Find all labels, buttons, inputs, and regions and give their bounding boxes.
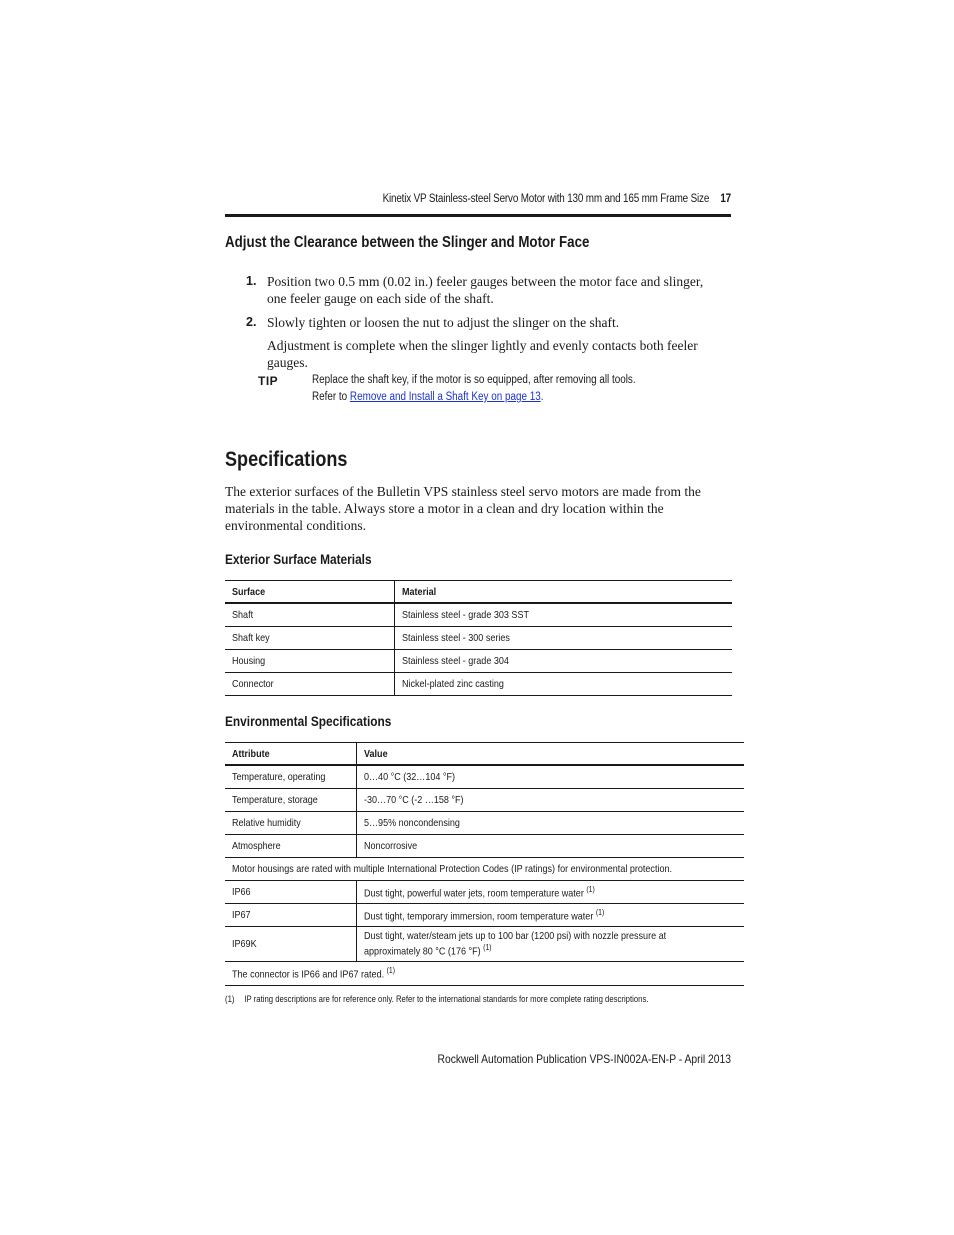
table-row bbox=[225, 673, 732, 696]
publication-footer: Rockwell Automation Publication VPS-IN002A-EN-P - April 2013 bbox=[437, 1052, 731, 1066]
table-cell: Stainless steel - 300 series bbox=[395, 627, 733, 650]
table-cell: Nickel-plated zinc casting bbox=[395, 673, 733, 696]
tip-label: TIP bbox=[258, 374, 279, 388]
specifications-intro: The exterior surfaces of the Bulletin VPS stainless steel servo motors are made from the materials in the table. Always store a motor in a clean and dry location within the environmental conditions. bbox=[225, 484, 701, 533]
step-result-note: Adjustment is complete when the slinger lightly and evenly contacts both feeler gauges. bbox=[267, 338, 698, 370]
tip-line-1: Replace the shaft key, if the motor is so equipped, after removing all tools. bbox=[312, 374, 636, 386]
running-header bbox=[296, 193, 731, 209]
column-header: Attribute bbox=[225, 743, 356, 766]
column-header: Surface bbox=[225, 581, 395, 604]
table-cell: Noncorrosive bbox=[356, 835, 744, 858]
table-row bbox=[225, 603, 732, 627]
table-row bbox=[225, 812, 744, 835]
table-cell: Shaft key bbox=[225, 627, 395, 650]
table-row bbox=[225, 627, 732, 650]
header-title: Kinetix VP Stainless-steel Servo Motor with 130 mm and 165 mm Frame Size bbox=[382, 193, 710, 205]
table-cell: -30…70 °C (-2 …158 °F) bbox=[356, 789, 744, 812]
step-2 bbox=[246, 314, 736, 331]
table-cell: Connector bbox=[225, 673, 395, 696]
connector-note-row bbox=[225, 962, 744, 986]
footnote-ref: (1) bbox=[386, 966, 396, 976]
footnote-ref: (1) bbox=[482, 943, 492, 953]
table-cell: Relative humidity bbox=[225, 812, 356, 835]
tip-prefix: Refer to bbox=[312, 391, 350, 403]
table-row bbox=[225, 927, 744, 962]
step-number: 2. bbox=[246, 315, 257, 329]
shaft-key-link[interactable]: Remove and Install a Shaft Key on page 13 bbox=[349, 391, 541, 403]
table-cell: 5…95% noncondensing bbox=[356, 812, 744, 835]
table-cell: Atmosphere bbox=[225, 835, 356, 858]
table-cell: IP69K bbox=[225, 927, 356, 962]
table-row bbox=[225, 904, 744, 927]
table-cell: Dust tight, water/steam jets up to 100 bar (1200 psi) with nozzle pressure at approximately 80 °C (176 °F) $^{(1)}$ bbox=[356, 927, 744, 962]
page-number: 17 bbox=[720, 193, 731, 205]
table-row bbox=[225, 650, 732, 673]
materials-table bbox=[225, 580, 732, 696]
footnote-mark: (1) bbox=[225, 994, 235, 1004]
clearance-heading: Adjust the Clearance between the Slinger and Motor Face bbox=[225, 234, 590, 251]
footnote-ref: (1) bbox=[595, 907, 604, 917]
step-text: Slowly tighten or loosen the nut to adjust the slinger on the shaft. bbox=[267, 315, 620, 330]
table-row bbox=[225, 881, 744, 904]
tip-line-2 bbox=[312, 389, 690, 406]
materials-heading: Exterior Surface Materials bbox=[225, 552, 372, 567]
connector-note-cell: The connector is IP66 and IP67 rated. $^{(1)}$ bbox=[225, 962, 744, 986]
column-header: Value bbox=[356, 743, 744, 766]
step-number: 1. bbox=[246, 274, 257, 288]
table-cell: Dust tight, temporary immersion, room temperature water $^{(1)}$ bbox=[356, 904, 744, 927]
table-cell: Temperature, operating bbox=[225, 765, 356, 789]
table-cell: Stainless steel - grade 304 bbox=[395, 650, 733, 673]
specifications-heading: Specifications bbox=[225, 448, 348, 471]
table-cell: Housing bbox=[225, 650, 395, 673]
tip-suffix: . bbox=[540, 391, 544, 403]
step-list bbox=[246, 273, 736, 371]
step-1 bbox=[246, 273, 736, 307]
footnote-ref: (1) bbox=[585, 884, 595, 894]
table-cell: 0…40 °C (32…104 °F) bbox=[356, 765, 744, 789]
table-row bbox=[225, 765, 744, 789]
table-row bbox=[225, 835, 744, 858]
step-text: Position two 0.5 mm (0.02 in.) feeler gauges between the motor face and slinger, one feeler gauge on each side of the shaft. bbox=[267, 274, 704, 306]
table-cell: Stainless steel - grade 303 SST bbox=[395, 603, 733, 627]
environmental-heading: Environmental Specifications bbox=[225, 714, 392, 729]
table-header-row bbox=[225, 743, 744, 766]
tip-text bbox=[312, 372, 690, 406]
environmental-table bbox=[225, 742, 744, 986]
ip-note-cell: Motor housings are rated with multiple International Protection Codes (IP ratings) for environmental protection. bbox=[225, 858, 744, 881]
header-rule bbox=[225, 214, 731, 217]
ip-note-row bbox=[225, 858, 744, 881]
table-row bbox=[225, 789, 744, 812]
footnote-text: IP rating descriptions are for reference only. Refer to the international standards for more complete rating descriptions. bbox=[244, 994, 649, 1004]
column-header: Material bbox=[395, 581, 733, 604]
footnote bbox=[225, 994, 648, 1004]
table-header-row bbox=[225, 581, 732, 604]
table-cell: Dust tight, powerful water jets, room temperature water $^{(1)}$ bbox=[356, 881, 744, 904]
table-cell: Temperature, storage bbox=[225, 789, 356, 812]
table-cell: Shaft bbox=[225, 603, 395, 627]
table-cell: IP67 bbox=[225, 904, 356, 927]
table-cell: IP66 bbox=[225, 881, 356, 904]
